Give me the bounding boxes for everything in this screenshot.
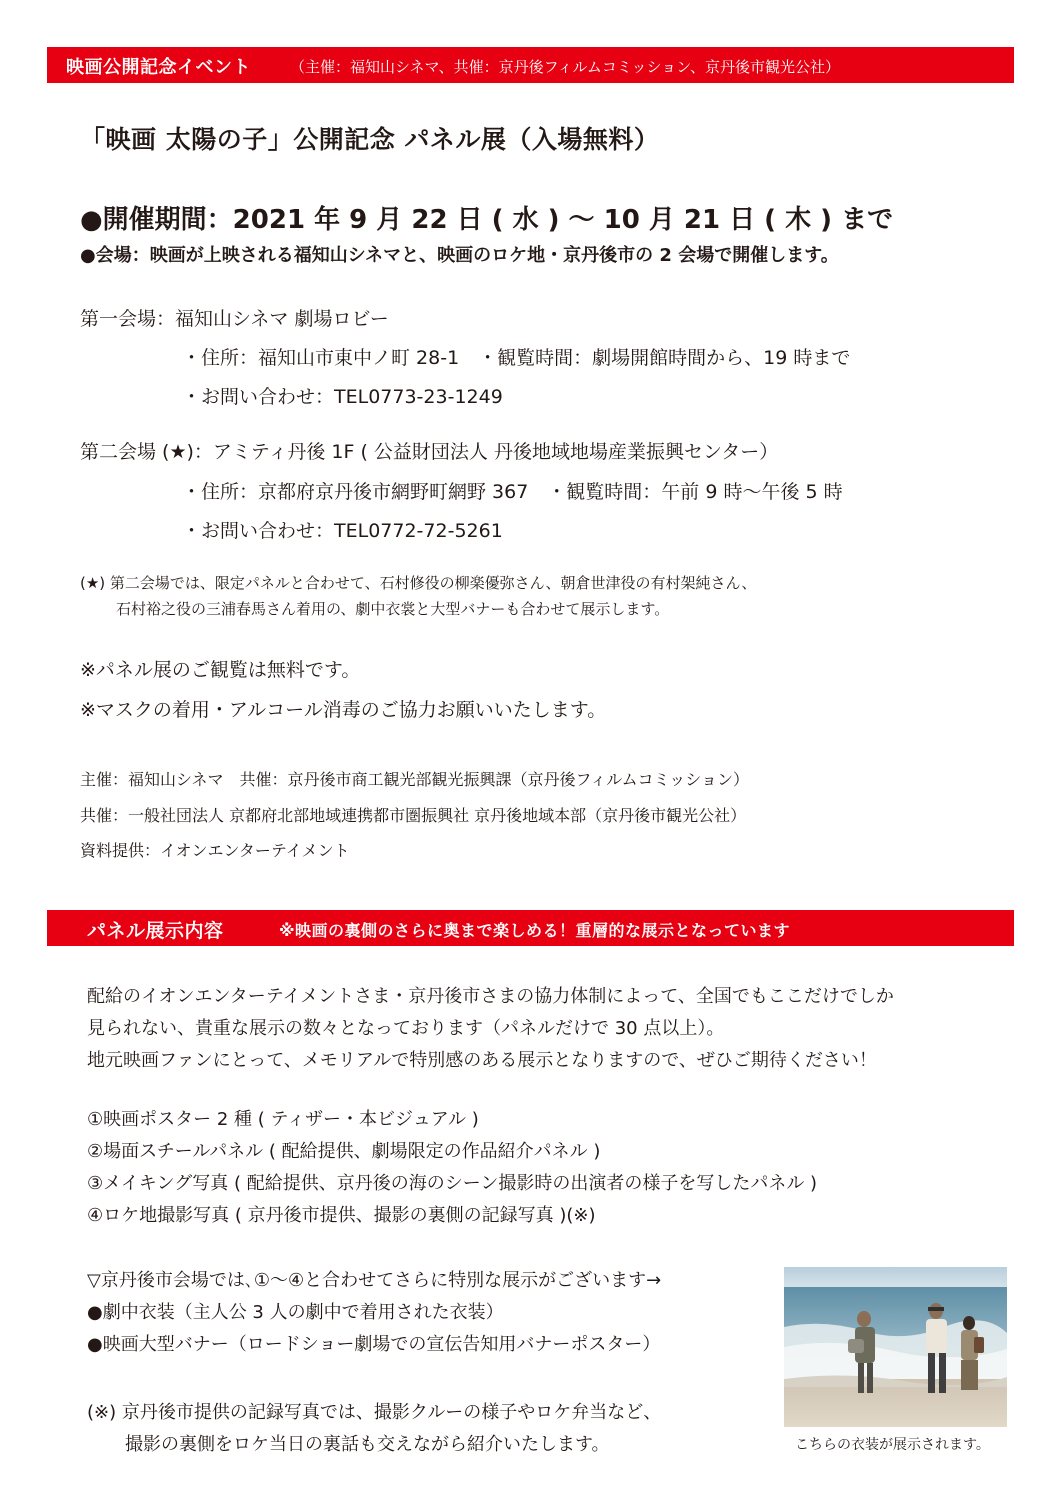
photo-caption: こちらの衣装が展示されます。: [795, 1437, 990, 1453]
banner2-title: パネル展示内容: [87, 920, 224, 942]
venue1-address-hours: ・住所：福知山市東中ノ町 28-1 ・観覧時間：劇場開館時間から、19 時まで: [182, 347, 851, 369]
star-note-line1: (★) 第二会場では、限定パネルと合わせて、石村修役の柳楽優弥さん、朝倉世津役の有村架純さん、: [80, 574, 757, 592]
banner-title: 映画公開記念イベント: [66, 57, 251, 78]
exhibit-item: ②場面スチールパネル ( 配給提供、劇場限定の作品紹介パネル ): [87, 1141, 601, 1162]
credit-line: 主催：福知山シネマ 共催：京丹後市商工観光部観光振興課（京丹後フィルムコミッション）: [80, 770, 749, 789]
note-free: ※パネル展のご観覧は無料です。: [80, 659, 361, 681]
note-mask: ※マスクの着用・アルコール消毒のご協力お願いいたします。: [80, 699, 607, 721]
banner2-subtitle: ※映画の裏側のさらに奥まで楽しめる！重層的な展示となっています: [279, 921, 791, 940]
event-period: ●開催期間：2021 年 9 月 22 日 ( 水 ) ～ 10 月 21 日 ( 木 ) まで: [80, 205, 894, 235]
special-item: ●劇中衣装（主人公 3 人の劇中で着用された衣装）: [87, 1302, 504, 1323]
intro-line: 配給のイオンエンターテイメントさま・京丹後市さまの協力体制によって、全国でもここだけでしか: [87, 986, 894, 1007]
credit-line: 資料提供：イオンエンターテイメント: [80, 841, 350, 860]
venue-summary: ●会場：映画が上映される福知山シネマと、映画のロケ地・京丹後市の 2 会場で開催します。: [80, 245, 839, 266]
venue1-contact: ・お問い合わせ：TEL0773-23-1249: [182, 386, 503, 408]
exhibit-item: ③メイキング写真 ( 配給提供、京丹後の海のシーン撮影時の出演者の様子を写したパネル ): [87, 1173, 818, 1194]
venue2-contact: ・お問い合わせ：TEL0772-72-5261: [182, 520, 503, 542]
record-note-line2: 撮影の裏側をロケ当日の裏話も交えながら紹介いたします。: [125, 1434, 610, 1455]
exhibit-item: ④ロケ地撮影写真 ( 京丹後市提供、撮影の裏側の記録写真 )(※): [87, 1205, 596, 1226]
credit-line: 共催：一般社団法人 京都府北部地域連携都市圏振興社 京丹後地域本部（京丹後市観光公社）: [80, 806, 747, 825]
special-item: ●映画大型バナー（ロードショー劇場での宣伝告知用バナーポスター）: [87, 1334, 661, 1355]
beach-scene-illustration: [784, 1267, 1007, 1427]
venue1-heading: 第一会場：福知山シネマ 劇場ロビー: [80, 308, 389, 330]
special-intro: ▽京丹後市会場では､①～④と合わせてさらに特別な展示がございます→: [87, 1270, 662, 1291]
venue2-heading: 第二会場 (★)：アミティ丹後 1F ( 公益財団法人 丹後地域地場産業振興センター）: [80, 441, 779, 463]
event-title: 「映画 太陽の子」公開記念 パネル展（入場無料）: [80, 125, 660, 154]
panel-contents-banner: [47, 910, 1014, 946]
venue2-address-hours: ・住所：京都府京丹後市網野町網野 367 ・観覧時間：午前 9 時～午後 5 時: [182, 481, 843, 503]
record-note-line1: (※) 京丹後市提供の記録写真では、撮影クルーの様子やロケ弁当など、: [87, 1402, 662, 1423]
star-note-line2: 石村裕之役の三浦春馬さん着用の、劇中衣裳と大型バナーも合わせて展示します。: [116, 600, 670, 618]
exhibit-item: ①映画ポスター 2 種 ( ティザー・本ビジュアル ): [87, 1109, 479, 1130]
intro-line: 地元映画ファンにとって、メモリアルで特別感のある展示となりますので、ぜひご期待ください！: [87, 1050, 877, 1071]
top-banner: [47, 47, 1014, 83]
costume-photo: [784, 1267, 1007, 1427]
intro-line: 見られない、貴重な展示の数々となっております（パネルだけで 30 点以上）。: [87, 1018, 725, 1039]
banner-organizers: （主催：福知山シネマ、共催：京丹後フィルムコミッション、京丹後市観光公社）: [290, 58, 841, 76]
